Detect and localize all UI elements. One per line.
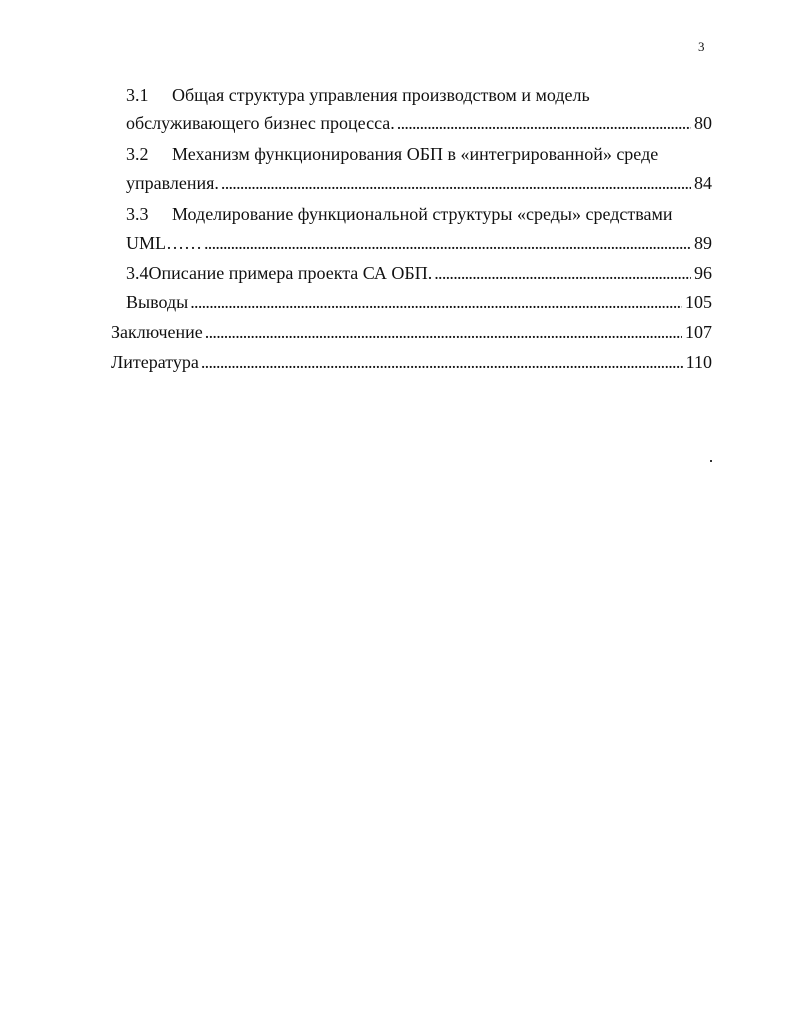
toc-entry-number: 3.1 [126, 85, 149, 105]
toc-entry-page: 80 [694, 113, 712, 133]
toc-entry-page: 89 [694, 233, 712, 253]
toc-entry-literature [111, 349, 712, 375]
toc-entry-page: 84 [694, 173, 712, 193]
toc-entry-title: Механизм функционирования ОБП в «интегрированной» среде [172, 144, 659, 164]
dot-leader [204, 230, 691, 256]
toc-entry-title-cont: обслуживающего бизнес процесса. [126, 113, 395, 133]
scan-speck [710, 460, 712, 462]
toc-entry-page: 96 [694, 263, 712, 283]
toc-entry-title: Заключение [111, 322, 203, 342]
toc-entry-title: Литература [111, 352, 199, 372]
toc-entry-number: 3.4 [126, 263, 149, 283]
toc-entry-page: 110 [685, 352, 712, 372]
toc-entry-3-1-line2 [126, 110, 712, 136]
toc-entry-conclusions [126, 289, 712, 315]
toc-entry-page: 105 [685, 292, 712, 312]
toc-entry-title-cont: управления. [126, 173, 219, 193]
toc-entry-3-2-line2 [126, 170, 712, 196]
toc-entry-title: Общая структура управления производством и модель [172, 85, 590, 105]
toc-entry-3-3-line1 [126, 201, 673, 227]
dot-leader [205, 319, 682, 345]
toc-entry-3-2-line1 [126, 141, 658, 167]
toc-entry-title: Выводы [126, 292, 189, 312]
toc-entry-number: 3.3 [126, 204, 149, 224]
dot-leader [397, 110, 691, 136]
toc-entry-title-cont: UML…… [126, 233, 202, 253]
toc-entry-3-1-line1 [126, 82, 590, 108]
dot-leader [201, 349, 683, 375]
dot-leader [434, 260, 691, 286]
toc-entry-title: Описание примера проекта СА ОБП. [148, 263, 433, 283]
toc-entry-number: 3.2 [126, 144, 149, 164]
toc-entry-3-3-line2 [126, 230, 712, 256]
toc-entry-3-4 [126, 260, 712, 286]
toc-entry-title: Моделирование функциональной структуры «среды» средствами [172, 204, 673, 224]
toc-entry-conclusion [111, 319, 712, 345]
page-number: 3 [698, 39, 705, 54]
toc-entry-page: 107 [685, 322, 712, 342]
dot-leader [221, 170, 691, 196]
dot-leader [190, 289, 682, 315]
